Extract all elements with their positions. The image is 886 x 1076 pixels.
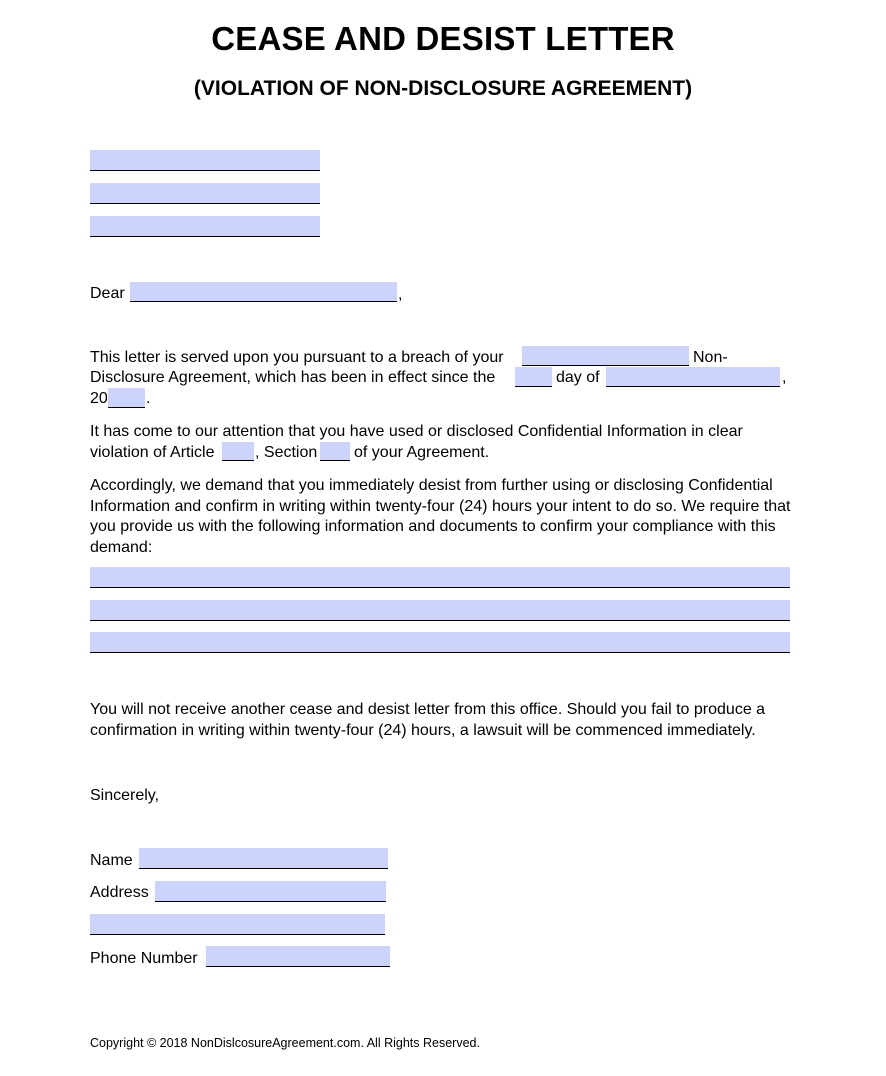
effective-year-field[interactable] bbox=[108, 388, 145, 408]
salutation-label: Dear bbox=[90, 285, 125, 302]
paragraph-breach bbox=[90, 348, 795, 410]
paragraph-demand: Accordingly, we demand that you immediately desist from further using or disclosing Confidential Information and confirm in writing within twenty-four (24) hours your intent to do so. We require that you provide us with the following information and documents to confirm your compliance with this demand: bbox=[90, 477, 791, 556]
paragraph1-text-4: day of bbox=[556, 369, 600, 386]
recipient-line-1-field[interactable] bbox=[90, 150, 320, 171]
page-title: CEASE AND DESIST LETTER bbox=[211, 20, 675, 57]
effective-month-field[interactable] bbox=[606, 367, 780, 387]
address-line-1-field[interactable] bbox=[155, 881, 386, 902]
recipient-line-2-field[interactable] bbox=[90, 183, 320, 204]
demand-info-line-1-field[interactable] bbox=[90, 567, 790, 588]
closing-text: Sincerely, bbox=[90, 787, 160, 804]
copyright-footer: Copyright © 2018 NonDislcosureAgreement.com. All Rights Reserved. bbox=[90, 1036, 480, 1050]
paragraph1-text-2: Non- bbox=[693, 349, 728, 366]
paragraph2-text-2: , Section bbox=[255, 444, 318, 461]
paragraph-violation bbox=[90, 422, 795, 464]
phone-label: Phone Number bbox=[90, 950, 198, 967]
paragraph1-text-1: This letter is served upon you pursuant to a breach of your bbox=[90, 349, 504, 366]
name-label: Name bbox=[90, 852, 133, 869]
effective-day-field[interactable] bbox=[515, 367, 552, 387]
paragraph1-text-7: . bbox=[146, 390, 151, 407]
recipient-line-3-field[interactable] bbox=[90, 216, 320, 237]
paragraph1-text-5: , bbox=[782, 369, 787, 386]
article-field[interactable] bbox=[222, 442, 254, 461]
paragraph-warning: You will not receive another cease and desist letter from this office. Should you fail to produce a confirmation in writing within twenty-four (24) hours, a lawsuit will be commenced immediately. bbox=[90, 701, 766, 739]
page-subtitle: (VIOLATION OF NON-DISCLOSURE AGREEMENT) bbox=[193, 77, 693, 100]
phone-field[interactable] bbox=[206, 946, 390, 967]
address-line-2-field[interactable] bbox=[90, 914, 385, 935]
paragraph2-text-1-inner: It has come to our attention that you have used or disclosed Confidential Information in clear violation of Article bbox=[90, 423, 743, 461]
address-label: Address bbox=[90, 884, 149, 901]
paragraph1-text-6: 20 bbox=[90, 390, 108, 407]
name-field[interactable] bbox=[139, 848, 388, 869]
demand-info-line-2-field[interactable] bbox=[90, 600, 790, 621]
paragraph2-text-3: of your Agreement. bbox=[354, 444, 490, 461]
section-field[interactable] bbox=[320, 442, 350, 461]
agreement-type-field[interactable] bbox=[522, 346, 689, 366]
paragraph1-text-3: Disclosure Agreement, which has been in effect since the bbox=[90, 369, 496, 386]
recipient-name-field[interactable] bbox=[130, 282, 397, 302]
demand-info-line-3-field[interactable] bbox=[90, 632, 790, 653]
salutation-comma: , bbox=[398, 286, 403, 303]
